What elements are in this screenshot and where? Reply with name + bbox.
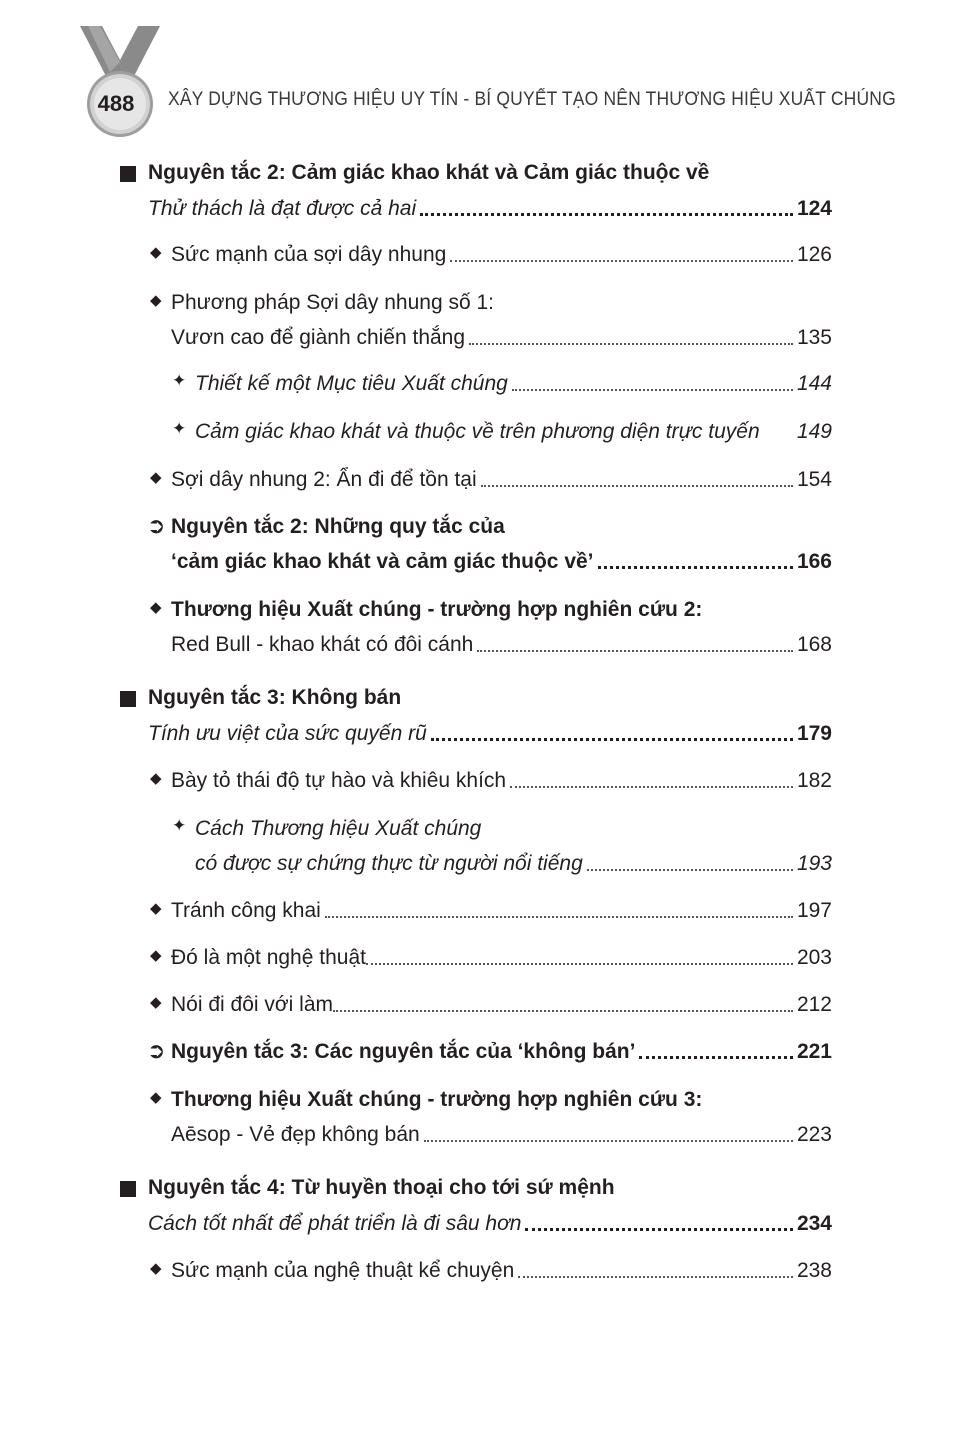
toc-entry[interactable]: Nói đi đôi với làm 212 xyxy=(171,993,832,1016)
page-header xyxy=(0,0,957,150)
rules-entry-line1[interactable]: Nguyên tắc 2: Những quy tắc của xyxy=(171,515,505,538)
dot-leader xyxy=(598,566,793,569)
diamond-bullet-icon: ◆ xyxy=(150,469,162,486)
toc-subentry[interactable]: Thiết kế một Mục tiêu Xuất chúng 144 xyxy=(195,372,832,395)
running-title: XÂY DỰNG THƯƠNG HIỆU UY TÍN - BÍ QUYẾT TẠO NÊN THƯƠNG HIỆU XUẤT CHÚNG xyxy=(168,89,896,110)
toc-entry[interactable]: Sức mạnh của nghệ thuật kể chuyện 238 xyxy=(171,1259,832,1282)
case-study-line1[interactable]: Thương hiệu Xuất chúng - trường hợp nghiên cứu 2: xyxy=(171,598,703,621)
dot-leader xyxy=(333,1010,793,1012)
diamond-bullet-icon: ◆ xyxy=(150,1260,162,1277)
dot-leader xyxy=(469,343,793,345)
diamond-bullet-icon: ◆ xyxy=(150,599,162,616)
dot-leader xyxy=(481,485,793,487)
four-point-star-icon: ✦ xyxy=(172,419,187,438)
square-bullet-icon xyxy=(120,1181,136,1197)
dot-leader xyxy=(431,738,793,741)
toc-entry[interactable]: Tránh công khai 197 xyxy=(171,899,832,922)
page-number: 488 xyxy=(97,91,135,116)
toc-subentry[interactable]: có được sự chứng thực từ người nổi tiếng 193 xyxy=(195,852,832,875)
toc-entry[interactable]: Bày tỏ thái độ tự hào và khiêu khích 182 xyxy=(171,769,832,792)
diamond-bullet-icon: ◆ xyxy=(150,244,162,261)
section-2-title[interactable]: Nguyên tắc 2: Cảm giác khao khát và Cảm giác thuộc về xyxy=(148,161,710,184)
rules-entry[interactable]: Nguyên tắc 3: Các nguyên tắc của ‘không bán’ 221 xyxy=(171,1040,832,1063)
square-bullet-icon xyxy=(120,166,136,182)
case-study-entry[interactable]: Red Bull - khao khát có đôi cánh 168 xyxy=(171,633,832,656)
diamond-bullet-icon: ◆ xyxy=(150,770,162,787)
dot-leader xyxy=(525,1228,793,1231)
dot-leader xyxy=(587,869,793,871)
diamond-bullet-icon: ◆ xyxy=(150,292,162,309)
toc-entry[interactable]: Sợi dây nhung 2: Ẩn đi để tồn tại 154 xyxy=(171,468,832,491)
section-3-title[interactable]: Nguyên tắc 3: Không bán xyxy=(148,686,402,709)
dot-leader xyxy=(366,963,793,965)
section-2-subtitle[interactable]: Thử thách là đạt được cả hai 124 xyxy=(148,197,832,220)
toc-subentry[interactable]: Cảm giác khao khát và thuộc về trên phương diện trực tuyến 149 xyxy=(195,420,832,443)
dot-leader xyxy=(518,1276,793,1278)
dot-leader xyxy=(420,213,793,216)
case-study-entry[interactable]: Aēsop - Vẻ đẹp không bán 223 xyxy=(171,1123,832,1146)
case-study-line1[interactable]: Thương hiệu Xuất chúng - trường hợp nghiên cứu 3: xyxy=(171,1088,703,1111)
toc-subentry-line1[interactable]: Cách Thương hiệu Xuất chúng xyxy=(195,817,482,840)
diamond-bullet-icon: ◆ xyxy=(150,994,162,1011)
toc-entry[interactable]: Vươn cao để giành chiến thắng 135 xyxy=(171,326,832,349)
toc-entry[interactable]: Đó là một nghệ thuật 203 xyxy=(171,946,832,969)
dot-leader xyxy=(424,1140,793,1142)
square-bullet-icon xyxy=(120,691,136,707)
section-3-subtitle[interactable]: Tính ưu việt của sức quyến rũ 179 xyxy=(148,722,832,745)
diamond-bullet-icon: ◆ xyxy=(150,947,162,964)
dot-leader xyxy=(639,1056,793,1059)
dot-leader xyxy=(325,916,793,918)
dot-leader xyxy=(450,260,793,262)
dot-leader xyxy=(477,650,793,652)
four-point-star-icon: ✦ xyxy=(172,371,187,390)
dot-leader xyxy=(512,389,793,391)
section-4-subtitle[interactable]: Cách tốt nhất để phát triển là đi sâu hơn 234 xyxy=(148,1212,832,1235)
rules-entry[interactable]: ‘cảm giác khao khát và cảm giác thuộc về’ 166 xyxy=(171,550,832,573)
circled-arrow-icon: ➲ xyxy=(147,1038,166,1063)
dot-leader xyxy=(510,786,793,788)
toc-entry-line1[interactable]: Phương pháp Sợi dây nhung số 1: xyxy=(171,291,494,314)
four-point-star-icon: ✦ xyxy=(172,816,187,835)
section-4-title[interactable]: Nguyên tắc 4: Từ huyền thoại cho tới sứ mệnh xyxy=(148,1176,615,1199)
toc-entry[interactable]: Sức mạnh của sợi dây nhung 126 xyxy=(171,243,832,266)
diamond-bullet-icon: ◆ xyxy=(150,1089,162,1106)
circled-arrow-icon: ➲ xyxy=(147,513,166,538)
diamond-bullet-icon: ◆ xyxy=(150,900,162,917)
